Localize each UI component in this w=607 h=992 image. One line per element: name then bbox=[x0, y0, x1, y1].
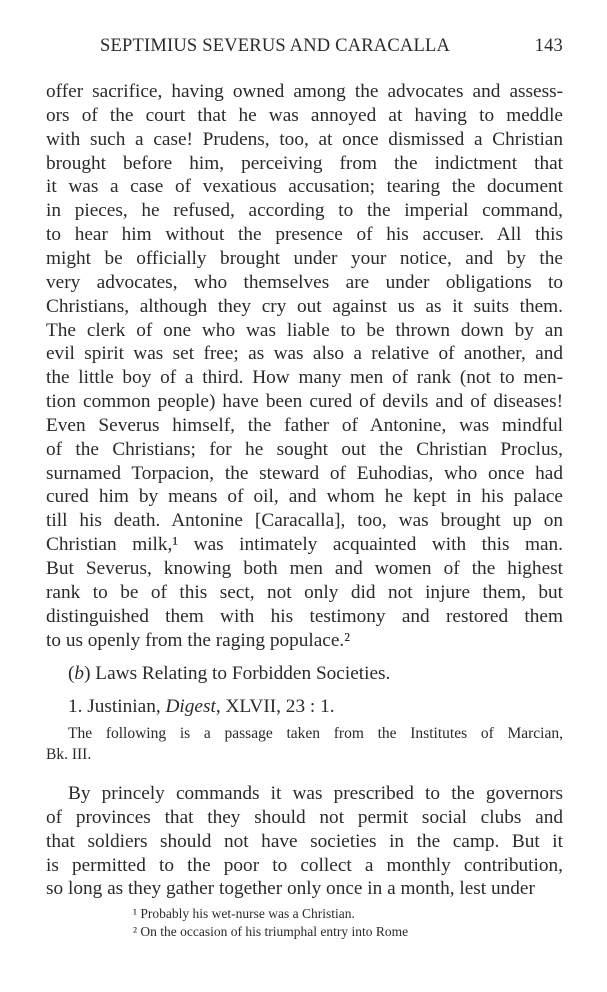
introductory-note-line: The following is a passage taken from the Institutes of Marcian, bbox=[68, 725, 563, 742]
source-work: Digest bbox=[165, 696, 216, 717]
running-header bbox=[100, 36, 563, 60]
section-title: Laws Relating to Forbidden Societies. bbox=[90, 663, 391, 684]
text-line: with such a case! Prudens, too, at once dismissed a Christian bbox=[46, 128, 563, 150]
text-line: of provinces that they should not permit social clubs and bbox=[46, 806, 563, 828]
text-line: Christian milk,¹ was intimately acquainted with this man. bbox=[46, 534, 563, 556]
source-reference: , XLVII, 23 : 1. bbox=[215, 696, 335, 717]
source-citation bbox=[68, 696, 335, 718]
section-marker-close: ) bbox=[84, 663, 91, 684]
source-number: 1. Justinian, bbox=[68, 696, 166, 717]
text-line: might be officially brought under your notice, and by the bbox=[46, 247, 563, 269]
text-line: But Severus, knowing both men and women of the highest bbox=[46, 558, 563, 579]
text-line: it was a case of vexatious accusation; tearing the document bbox=[46, 176, 563, 198]
text-line: very advocates, who themselves are under obligations to bbox=[46, 271, 563, 293]
section-marker-letter: b bbox=[74, 663, 85, 684]
page-number: 143 bbox=[534, 36, 563, 56]
text-line: offer sacrifice, having owned among the advocates and assess- bbox=[46, 81, 563, 102]
text-line: ors of the court that he was annoyed at having to meddle bbox=[46, 104, 563, 126]
text-line: the little boy of a third. How many men of rank (not to men- bbox=[46, 367, 563, 389]
running-title: SEPTIMIUS SEVERUS AND CARACALLA bbox=[100, 36, 451, 56]
text-line: till his death. Antonine [Caracalla], too, was brought up on bbox=[46, 510, 563, 532]
introductory-note-line: Bk. III. bbox=[46, 746, 92, 763]
text-line: is permitted to the poor to collect a monthly contribution, bbox=[46, 854, 563, 876]
text-line: that soldiers should not have societies in the camp. But it bbox=[46, 830, 563, 852]
text-line: surnamed Torpacion, the steward of Euhodias, who once had bbox=[46, 462, 563, 484]
text-line: so long as they gather together only once in a month, lest under bbox=[46, 878, 535, 900]
section-marker-open: ( bbox=[68, 663, 75, 684]
text-line: to us openly from the raging populace.² bbox=[46, 629, 351, 651]
text-line: evil spirit was set free; as was also a relative of another, and bbox=[46, 343, 563, 365]
text-line: brought before him, perceiving from the indictment that bbox=[46, 152, 563, 174]
text-line: The clerk of one who was liable to be thrown down by an bbox=[46, 319, 563, 341]
text-line: rank to be of this sect, not only did not injure them, but bbox=[46, 581, 563, 603]
text-line: tion common people) have been cured of devils and of diseases! bbox=[46, 391, 563, 413]
text-line: Christians, although they cry out against us as it suits them. bbox=[46, 295, 563, 317]
footnote-2: ² On the occasion of his triumphal entry into Rome bbox=[133, 924, 409, 939]
text-line: to hear him without the presence of his accuser. All this bbox=[46, 224, 563, 246]
text-line: in pieces, he refused, according to the imperial command, bbox=[46, 200, 563, 222]
text-line: of the Christians; for he sought out the Christian Proclus, bbox=[46, 438, 563, 460]
text-line: cured him by means of oil, and whom he kept in his palace bbox=[46, 486, 563, 508]
text-line: distinguished them with his testimony and restored them bbox=[46, 605, 563, 627]
text-line: Even Severus himself, the father of Antonine, was mindful bbox=[46, 414, 563, 436]
text-line: By princely commands it was prescribed to the governors bbox=[68, 783, 563, 804]
section-heading bbox=[68, 663, 390, 685]
footnote-1: ¹ Probably his wet-nurse was a Christian. bbox=[133, 906, 355, 921]
